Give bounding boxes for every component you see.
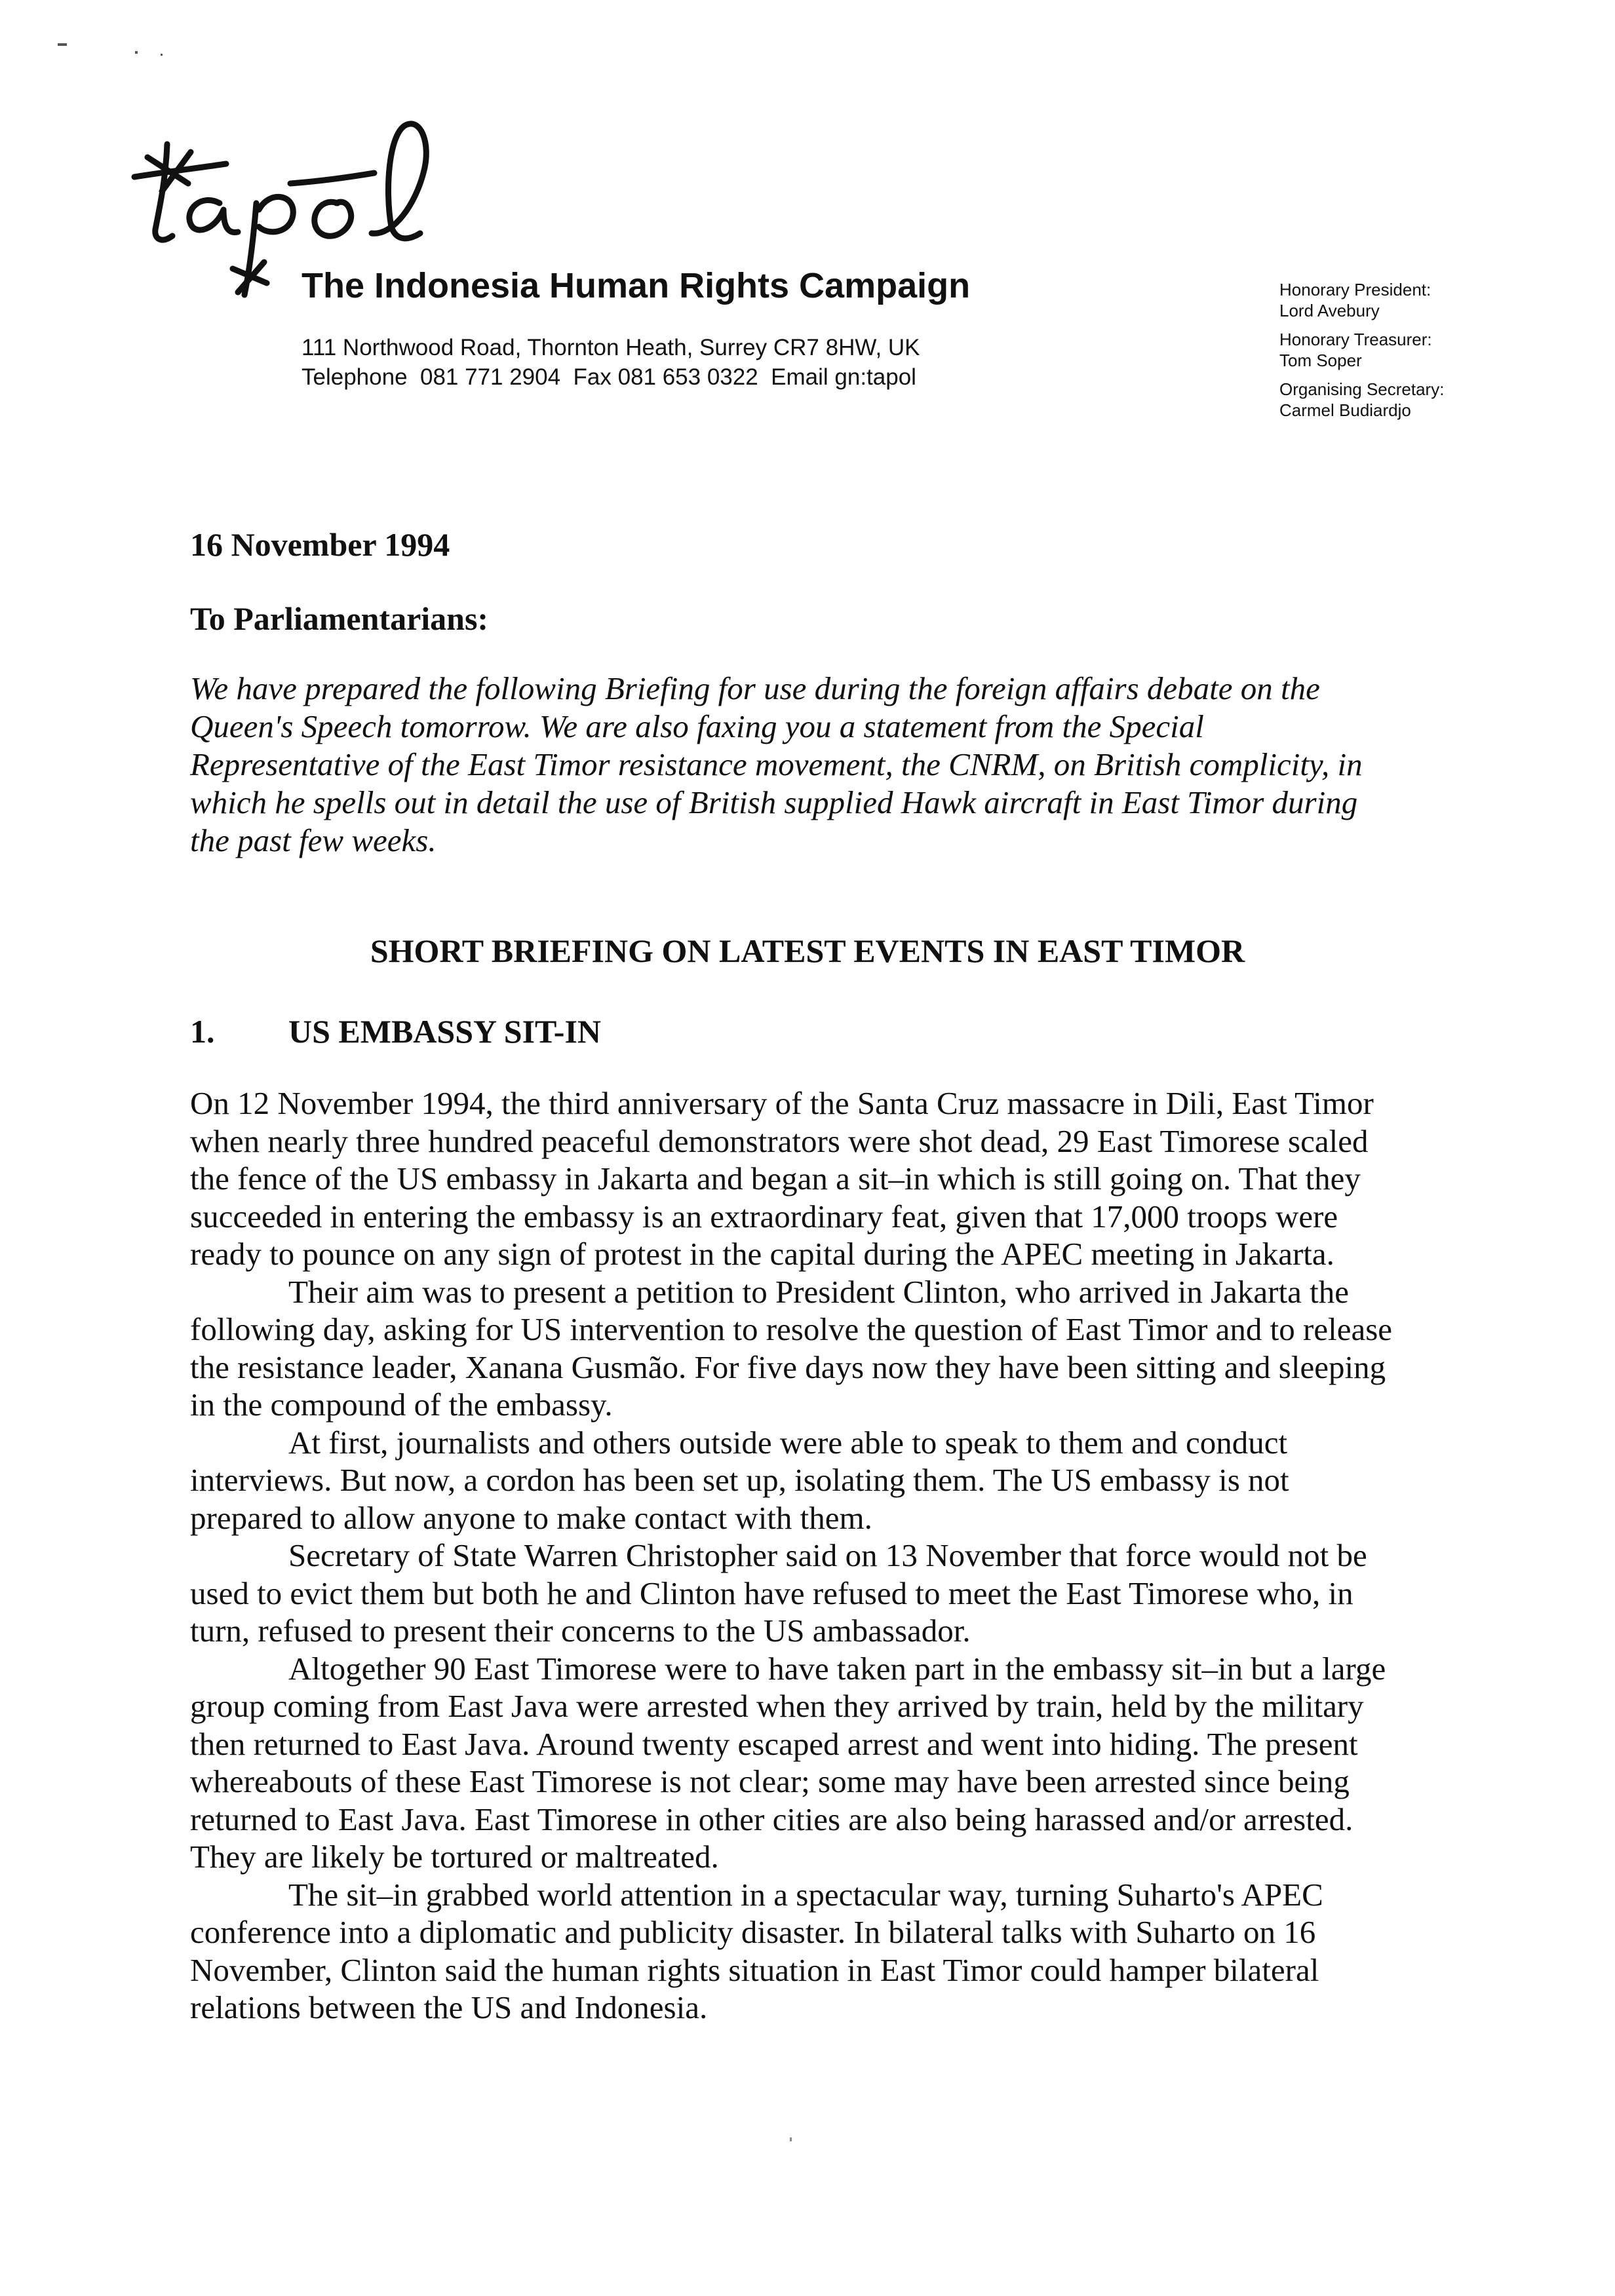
text-line: November, Clinton said the human rights situation in East Timor could hamper bilateral <box>190 1951 1319 1988</box>
text-line: ready to pounce on any sign of protest in the capital during the APEC meeting in Jakarta. <box>190 1236 1334 1272</box>
address-line: 111 Northwood Road, Thornton Heath, Surrey CR7 8HW, UK <box>302 335 920 360</box>
scan-mark <box>135 51 138 54</box>
officer-role: Honorary President: <box>1279 280 1431 299</box>
text-line: then returned to East Java. Around twenty escaped arrest and went into hiding. The present <box>190 1725 1358 1762</box>
intro-line: which he spells out in detail the use of British supplied Hawk aircraft in East Timor during <box>190 784 1358 820</box>
text-line: They are likely be tortured or maltreated. <box>190 1839 719 1875</box>
text-line: Secretary of State Warren Christopher said on 13 November that force would not be <box>288 1537 1367 1573</box>
paragraph <box>190 1273 1488 1424</box>
officer-entry <box>1279 379 1555 421</box>
section-title: US EMBASSY SIT-IN <box>288 1013 602 1050</box>
text-line: the fence of the US embassy in Jakarta and began a sit–in which is still going on. That they <box>190 1160 1361 1196</box>
text-line: in the compound of the embassy. <box>190 1387 613 1423</box>
text-line: conference into a diplomatic and publicity disaster. In bilateral talks with Suharto on 16 <box>190 1914 1316 1950</box>
text-line: Altogether 90 East Timorese were to have taken part in the embassy sit–in but a large <box>288 1650 1386 1687</box>
scan-mark <box>58 43 67 46</box>
text-line: whereabouts of these East Timorese is not clear; some may have been arrested since being <box>190 1763 1350 1799</box>
text-line: group coming from East Java were arrested when they arrived by train, held by the military <box>190 1688 1364 1724</box>
text-line: relations between the US and Indonesia. <box>190 1989 708 2025</box>
officer-entry <box>1279 329 1555 371</box>
officer-role: Honorary Treasurer: <box>1279 330 1432 349</box>
organisation-name: The Indonesia Human Rights Campaign <box>302 266 971 305</box>
section-heading <box>190 1012 601 1050</box>
officers-list <box>1279 279 1555 429</box>
officer-name: Lord Avebury <box>1279 301 1380 320</box>
officer-entry <box>1279 279 1555 321</box>
salutation: To Parliamentarians: <box>190 600 489 637</box>
officer-name: Tom Soper <box>1279 351 1362 370</box>
contact-line: Telephone 081 771 2904 Fax 081 653 0322 Email gn:tapol <box>302 364 916 390</box>
scan-speck <box>790 2137 792 2141</box>
briefing-title: SHORT BRIEFING ON LATEST EVENTS IN EAST TIMOR <box>370 932 1245 969</box>
intro-line: the past few weeks. <box>190 822 437 858</box>
text-line: returned to East Java. East Timorese in other cities are also being harassed and/or arrested. <box>190 1801 1353 1837</box>
organisation-address <box>302 333 920 392</box>
scan-mark <box>161 54 163 56</box>
text-line: The sit–in grabbed world attention in a spectacular way, turning Suharto's APEC <box>288 1876 1323 1913</box>
text-line: interviews. But now, a cordon has been set up, isolating them. The US embassy is not <box>190 1462 1289 1498</box>
text-line: On 12 November 1994, the third anniversary of the Santa Cruz massacre in Dili, East Timor <box>190 1085 1374 1121</box>
intro-line: Queen's Speech tomorrow. We are also faxing you a statement from the Special <box>190 708 1204 744</box>
text-line: turn, refused to present their concerns to the US ambassador. <box>190 1613 971 1649</box>
paragraph <box>190 1876 1488 2027</box>
text-line: the resistance leader, Xanana Gusmão. For five days now they have been sitting and sleeping <box>190 1349 1386 1385</box>
text-line: following day, asking for US intervention to resolve the question of East Timor and to release <box>190 1311 1393 1347</box>
section-number: 1. <box>190 1013 215 1050</box>
text-line: succeeded in entering the embassy is an extraordinary feat, given that 17,000 troops were <box>190 1198 1338 1234</box>
officer-name: Carmel Budiardjo <box>1279 400 1411 420</box>
intro-line: We have prepared the following Briefing for use during the foreign affairs debate on the <box>190 670 1320 706</box>
officer-role: Organising Secretary: <box>1279 379 1445 399</box>
paragraph <box>190 1424 1488 1537</box>
text-line: used to evict them but both he and Clinton have refused to meet the East Timorese who, in <box>190 1575 1353 1611</box>
text-line: prepared to allow anyone to make contact with them. <box>190 1499 872 1536</box>
intro-paragraph <box>190 670 1475 860</box>
text-line: At first, journalists and others outside were able to speak to them and conduct <box>288 1424 1288 1461</box>
paragraph <box>190 1537 1488 1650</box>
text-line: Their aim was to present a petition to President Clinton, who arrived in Jakarta the <box>288 1273 1349 1310</box>
briefing-body <box>190 1084 1488 2027</box>
paragraph <box>190 1084 1488 1273</box>
letter-date: 16 November 1994 <box>190 526 450 563</box>
text-line: when nearly three hundred peaceful demonstrators were shot dead, 29 East Timorese scaled <box>190 1122 1369 1159</box>
paragraph <box>190 1650 1488 1876</box>
intro-line: Representative of the East Timor resistance movement, the CNRM, on British complicity, in <box>190 746 1363 782</box>
